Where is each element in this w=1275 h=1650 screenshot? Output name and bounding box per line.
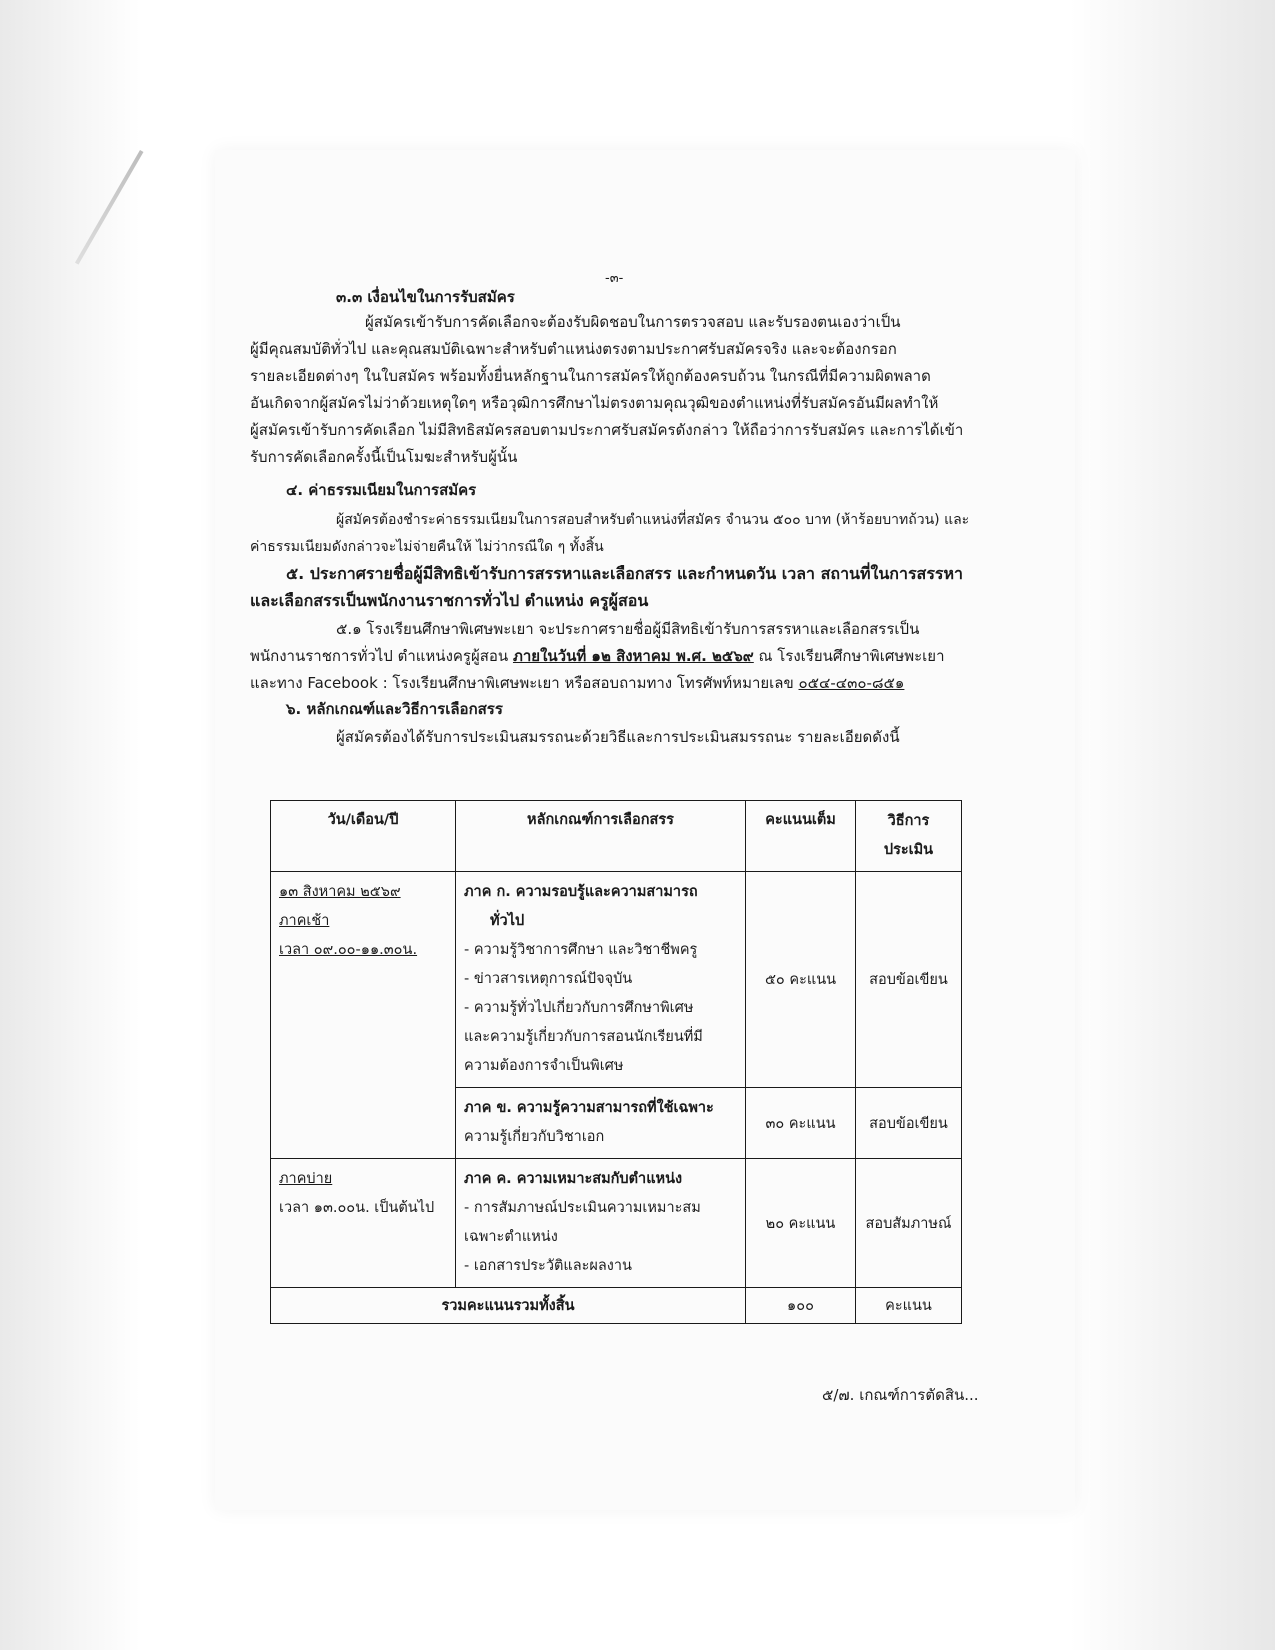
part-a-item: และความรู้เกี่ยวกับการสอนนักเรียนที่มี	[464, 1029, 703, 1045]
part-a-item: - ข่าวสารเหตุการณ์ปัจจุบัน	[464, 971, 633, 987]
section-3-3-line: รายละเอียดต่างๆ ในใบสมัคร พร้อมทั้งยื่นหลักฐานในการสมัครให้ถูกต้องครบถ้วน ในกรณีที่มีความผิดพลาด	[250, 367, 931, 385]
section-3-3-line: อันเกิดจากผู้สมัครไม่ว่าด้วยเหตุใดๆ หรือวุฒิการศึกษาไม่ตรงตามคุณวุฒิของตำแหน่งที่รับสมัครอันมีผลทำให้	[250, 394, 939, 412]
section-4-line: ค่าธรรมเนียมดังกล่าวจะไม่จ่ายคืนให้ ไม่ว่ากรณีใด ๆ ทั้งสิ้น	[250, 539, 604, 555]
text-segment: และทาง Facebook : โรงเรียนศึกษาพิเศษพะเยา หรือสอบถามทาง โทรศัพท์หมายเลข	[250, 674, 799, 692]
total-label: รวมคะแนนรวมทั้งสิ้น	[271, 1288, 746, 1324]
total-value: ๑๐๐	[746, 1288, 856, 1324]
header-method-line: ประเมิน	[883, 842, 934, 858]
section-6-heading: ๖. หลักเกณฑ์และวิธีการเลือกสรร	[286, 700, 503, 718]
section-6-line: ผู้สมัครต้องได้รับการประเมินสมรรถนะด้วยวิธีและการประเมินสมรรถนะ รายละเอียดดังนี้	[336, 728, 900, 746]
afternoon-time: เวลา ๑๓.๐๐น. เป็นต้นไป	[279, 1200, 435, 1216]
part-a-title: ทั่วไป	[490, 913, 525, 929]
part-c-cell	[456, 1159, 746, 1288]
part-a-cell	[456, 872, 746, 1088]
section-5-1-line	[250, 643, 945, 670]
header-date: วัน/เดือน/ปี	[271, 801, 456, 872]
header-method-line: วิธีการ	[887, 813, 930, 829]
text-segment: พนักงานราชการทั่วไป ตำแหน่งครูผู้สอน	[250, 647, 513, 665]
part-b-item: ความรู้เกี่ยวกับวิชาเอก	[464, 1129, 605, 1145]
total-unit: คะแนน	[856, 1288, 962, 1324]
morning-session: ภาคเช้า	[279, 913, 330, 929]
section-3-3-line: รับการคัดเลือกครั้งนี้เป็นโมฆะสำหรับผู้นั้น	[250, 448, 518, 466]
section-5-1-line	[250, 670, 904, 697]
table-row	[271, 872, 962, 1088]
table-row	[271, 1159, 962, 1288]
phone-number: ๐๕๔-๔๓๐-๘๕๑	[798, 674, 905, 692]
section-4-heading: ๔. ค่าธรรมเนียมในการสมัคร	[286, 481, 477, 499]
morning-time: เวลา ๐๙.๐๐-๑๑.๓๐น.	[279, 942, 418, 958]
text-segment: ณ โรงเรียนศึกษาพิเศษพะเยา	[753, 647, 945, 665]
criteria-table	[270, 800, 962, 1324]
section-3-3-line: ผู้สมัครเข้ารับการคัดเลือก ไม่มีสิทธิสมัครสอบตามประกาศรับสมัครดังกล่าว ให้ถือว่าการรับสมัคร และการได้เข้า	[250, 421, 964, 439]
part-c-method: สอบสัมภาษณ์	[856, 1159, 962, 1288]
morning-date-cell	[271, 872, 456, 1159]
header-score: คะแนนเต็ม	[746, 801, 856, 872]
part-b-score: ๓๐ คะแนน	[746, 1088, 856, 1159]
announcement-date: ภายในวันที่ ๑๒ สิงหาคม พ.ศ. ๒๕๖๙	[512, 647, 754, 665]
section-3-3-line: ผู้สมัครเข้ารับการคัดเลือกจะต้องรับผิดชอบในการตรวจสอบ และรับรองตนเองว่าเป็น	[365, 313, 901, 331]
page-number: -๓-	[605, 271, 624, 286]
part-c-item: - เอกสารประวัติและผลงาน	[464, 1258, 632, 1274]
afternoon-date-cell	[271, 1159, 456, 1288]
part-a-item: - ความรู้วิชาการศึกษา และวิชาชีพครู	[464, 942, 698, 958]
part-b-cell	[456, 1088, 746, 1159]
section-3-3-line: ผู้มีคุณสมบัติทั่วไป และคุณสมบัติเฉพาะสำหรับตำแหน่งตรงตามประกาศรับสมัครจริง และจะต้องกรอก	[250, 340, 897, 358]
section-4-line: ผู้สมัครต้องชำระค่าธรรมเนียมในการสอบสำหรับตำแหน่งที่สมัคร จำนวน ๕๐๐ บาท (ห้าร้อยบาทถ้วน) และ	[336, 512, 970, 528]
afternoon-session: ภาคบ่าย	[279, 1171, 333, 1187]
section-5-1-line: ๕.๑ โรงเรียนศึกษาพิเศษพะเยา จะประกาศรายชื่อผู้มีสิทธิเข้ารับการสรรหาและเลือกสรรเป็น	[336, 620, 920, 638]
exam-date: ๑๓ สิงหาคม ๒๕๖๙	[279, 884, 401, 900]
part-a-item: - ความรู้ทั่วไปเกี่ยวกับการศึกษาพิเศษ	[464, 1000, 694, 1016]
section-5-heading-cont: และเลือกสรรเป็นพนักงานราชการทั่วไป ตำแหน่ง ครูผู้สอน	[250, 591, 649, 610]
part-a-method: สอบข้อเขียน	[856, 872, 962, 1088]
section-5-heading: ๕. ประกาศรายชื่อผู้มีสิทธิเข้ารับการสรรหาและเลือกสรร และกำหนดวัน เวลา สถานที่ในการสรรหา	[286, 564, 964, 583]
part-c-item: เฉพาะตำแหน่ง	[464, 1229, 558, 1245]
part-c-title: ภาค ค. ความเหมาะสมกับตำแหน่ง	[464, 1171, 683, 1187]
part-c-score: ๒๐ คะแนน	[746, 1159, 856, 1288]
part-a-item: ความต้องการจำเป็นพิเศษ	[464, 1058, 624, 1074]
continuation-note: ๕/๗. เกณฑ์การตัดสิน...	[822, 1386, 979, 1404]
section-3-3-heading: ๓.๓ เงื่อนไขในการรับสมัคร	[336, 288, 515, 306]
table-header-row	[271, 801, 962, 872]
table-total-row	[271, 1288, 962, 1324]
part-a-score: ๕๐ คะแนน	[746, 872, 856, 1088]
part-b-title: ภาค ข. ความรู้ความสามารถที่ใช้เฉพาะ	[464, 1100, 714, 1116]
header-criteria: หลักเกณฑ์การเลือกสรร	[456, 801, 746, 872]
part-b-method: สอบข้อเขียน	[856, 1088, 962, 1159]
header-method	[856, 801, 962, 872]
part-a-title: ภาค ก. ความรอบรู้และความสามารถ	[464, 884, 698, 900]
part-c-item: - การสัมภาษณ์ประเมินความเหมาะสม	[464, 1200, 701, 1216]
